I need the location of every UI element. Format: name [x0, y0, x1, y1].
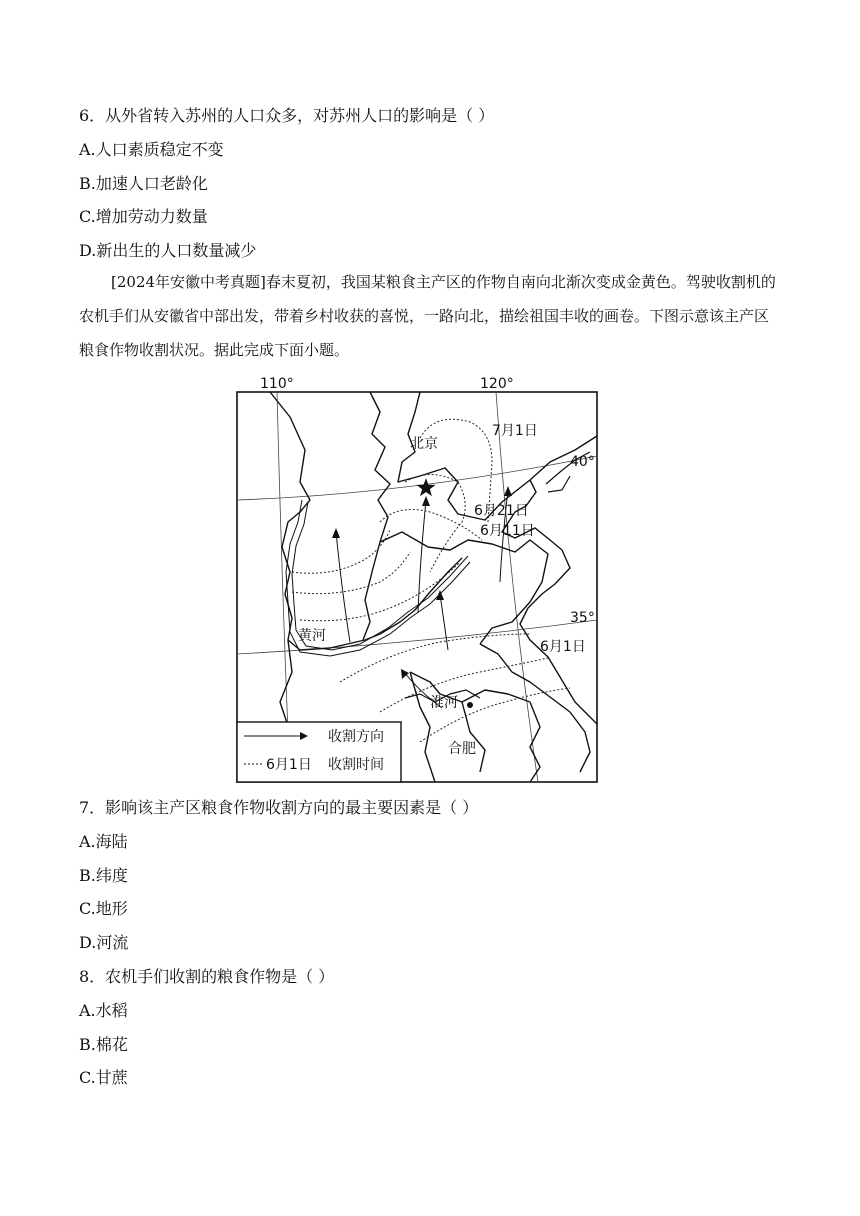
lat-label-40-visible: 40° [570, 454, 595, 470]
question-6-option-a: A.人口素质稳定不变 [79, 140, 224, 159]
label-beijing: 北京 [410, 436, 438, 452]
beijing-star-icon [417, 478, 436, 496]
label-date-jun1: 6月1日 [540, 639, 586, 655]
label-date-jun21: 6月21日 [474, 503, 529, 519]
lat-label-35: 35° [570, 610, 595, 626]
harvest-map [230, 372, 604, 784]
legend-line-label: 收割时间 [328, 757, 384, 773]
question-8-option-b: B.棉花 [79, 1035, 128, 1054]
question-8-option-c: C.甘蔗 [79, 1068, 128, 1087]
label-huaihe: 淮河 [430, 695, 458, 711]
question-7-option-c: C.地形 [79, 899, 128, 918]
passage-text: [2024年安徽中考真题]春末夏初，我国某粮食主产区的作物自南向北渐次变成金黄色。驾驶收割机的农机手们从安徽省中部出发，带着乡村收获的喜悦，一路向北，描绘祖国丰收的画卷。下图示意该主产区粮食作物收割状况。据此完成下面小题。 [79, 273, 776, 359]
question-6-stem: 6．从外省转入苏州的人口众多，对苏州人口的影响是（ ） [79, 106, 495, 125]
label-hefei: 合肥 [448, 741, 476, 757]
question-8-stem: 8．农机手们收割的粮食作物是（ ） [79, 967, 335, 986]
legend-arrow-label: 收割方向 [328, 729, 384, 745]
hefei-dot-icon [467, 702, 473, 708]
question-6-option-d: D.新出生的人口数量减少 [79, 241, 257, 260]
map-legend [237, 722, 401, 782]
question-7-option-a: A.海陆 [79, 832, 128, 851]
lon-label-120: 120° [480, 376, 514, 392]
label-date-jul1: 7月1日 [492, 423, 538, 439]
question-7-stem: 7．影响该主产区粮食作物收割方向的最主要因素是（ ） [79, 798, 479, 817]
question-6-option-b: B.加速人口老龄化 [79, 174, 208, 193]
question-7-option-d: D.河流 [79, 933, 129, 952]
question-6-option-c: C.增加劳动力数量 [79, 207, 208, 226]
label-date-jun11: 6月11日 [480, 523, 535, 539]
lon-label-110: 110° [260, 376, 294, 392]
question-8-option-a: A.水稻 [79, 1001, 128, 1020]
legend-line-date: 6月1日 [266, 757, 312, 773]
passage [79, 265, 779, 367]
label-huanghe: 黄河 [298, 628, 326, 644]
harvest-isolines [292, 419, 570, 742]
question-7-option-b: B.纬度 [79, 866, 128, 885]
